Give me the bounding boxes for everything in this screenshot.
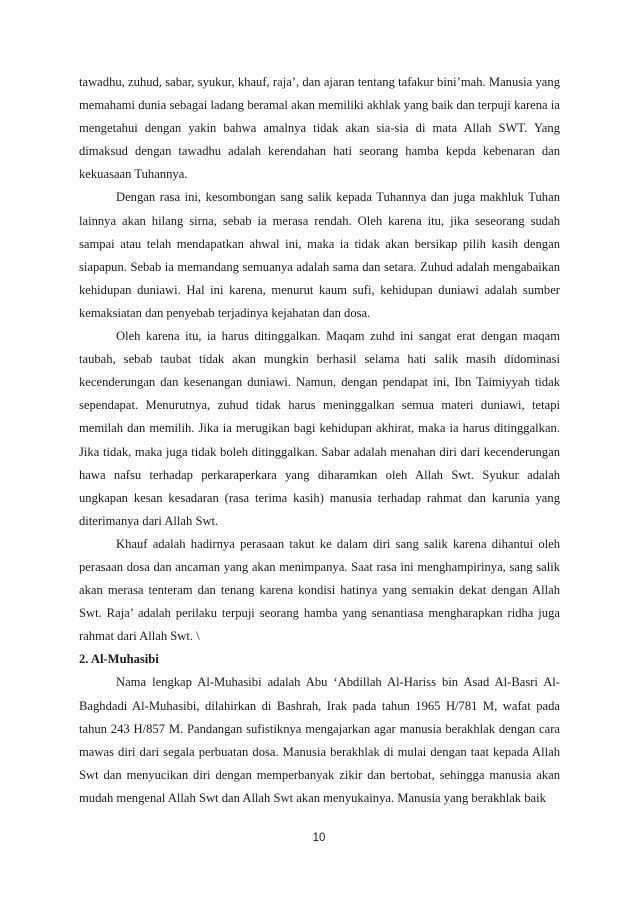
paragraph-4: Khauf adalah hadirnya perasaan takut ke dalam diri sang salik karena dihantui oleh perasaan dosa dan ancaman yang akan menimpanya. Saat rasa ini menghampirinya, sang salik akan merasa tenteram dan tenang karena kondisi hatinya yang semakin dekat dengan Allah Swt. Raja’ adalah perilaku terpuji seorang hamba yang senantiasa mengharapkan ridha juga rahmat dari Allah Swt. \ xyxy=(79,536,560,644)
paragraph-1: tawadhu, zuhud, sabar, syukur, khauf, raja’, dan ajaran tentang tafakur bini’mah. Manusia yang memahami dunia sebagai ladang beramal akan memiliki akhlak yang baik dan terpuji karena ia mengetahui dengan yakin bahwa amalnya tidak akan sia-sia di mata Allah SWT. Yang dimaksud dengan tawadhu adalah kerendahan hati seorang hamba kepda kebenaran dan kekuasaan Tuhannya. xyxy=(79,75,560,182)
paragraph-2: Dengan rasa ini, kesombongan sang salik kepada Tuhannya dan juga makhluk Tuhan lainnya akan hilang sirna, sebab ia merasa rendah. Oleh karena itu, jika seseorang sudah sampai atau telah mendapatkan ahwal ini, maka ia tidak akan bersikap pilih kasih dengan siapapun. Sebab ia memandang semuanya adalah sama dan setara. Zuhud adalah mengabaikan kehidupan duniawi. Hal ini karena, menurut kaum sufi, kehidupan duniawi adalah sumber kemaksiatan dan penyebab terjadinya kejahatan dan dosa. xyxy=(79,190,560,320)
paragraph-3: Oleh karena itu, ia harus ditinggalkan. Maqam zuhd ini sangat erat dengan maqam taubah, sebab taubat tidak akan mungkin berhasil selama hati salik masih didominasi kecenderungan dan kesenangan duniawi. Namun, dengan pendapat ini, Ibn Taimiyyah tidak sependapat. Menurutnya, zuhud tidak harus meninggalkan semua materi duniawi, tetapi memilah dan memilih. Jika ia merugikan bagi kehidupan akhirat, maka ia harus ditinggalkan. Jika tidak, maka juga tidak boleh ditinggalkan. Sabar adalah menahan diri dari kecenderungan hawa nafsu terhadap perkaraperkara yang diharamkan oleh Allah Swt. Syukur adalah ungkapan kesan kesadaran (rasa terima kasih) manusia terhadap rahmat dan karunia yang diterimanya dari Allah Swt. xyxy=(79,329,560,528)
section-paragraph: Nama lengkap Al-Muhasibi adalah Abu ‘Abdillah Al-Hariss bin Asad Al-Basri Al-Baghdadi Al-Muhasibi, dilahirkan di Bashrah, Irak pada tahun 1965 H/781 M, wafat pada tahun 243 H/857 M. Pandangan sufistiknya mengajarkan agar manusia berakhlak dengan cara mawas diri dari segala perbuatan dosa. Manusia berakhlak di mulai dengan taat kepada Allah Swt dan menyucikan diri dengan memperbanyak zikir dan bertobat, sehingga manusia akan mudah mengenal Allah Swt dan Allah Swt akan menyukainya. Manusia yang berakhlak baik xyxy=(79,675,560,805)
page-number: 10 xyxy=(312,832,326,844)
page-body xyxy=(79,71,560,810)
section-heading: 2. Al-Muhasibi xyxy=(79,652,159,667)
